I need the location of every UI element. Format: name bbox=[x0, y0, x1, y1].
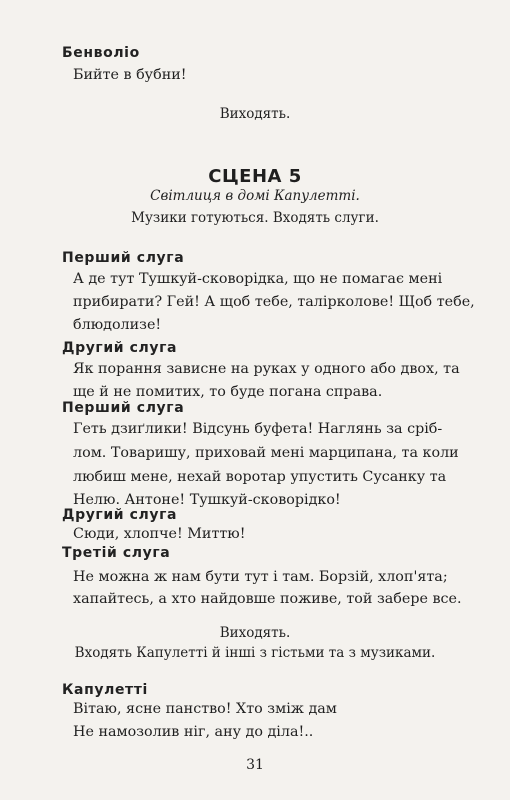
stage-direction-exit: Виходять. bbox=[219, 106, 291, 122]
speaker-capulet: Капулетті bbox=[62, 682, 148, 698]
stage-direction-enter: Входять Капулетті й інші з гістьми та з музиками. bbox=[74, 645, 436, 661]
speaker-second-servant: Другий слуга bbox=[62, 340, 178, 356]
dialogue-line: прибирати? Гей! А щоб тебе, талірколове! Щоб тебе, bbox=[73, 294, 475, 310]
speaker-first-servant: Перший слуга bbox=[62, 250, 185, 266]
dialogue-line: Як порання зависне на руках у одного або двох, та bbox=[73, 361, 460, 377]
dialogue-line: блюдолизе! bbox=[73, 317, 162, 333]
dialogue-line: Сюди, хлопче! Миттю! bbox=[73, 526, 246, 542]
stage-direction-enter: Музики готуються. Входять слуги. bbox=[131, 210, 379, 226]
page-number: 31 bbox=[246, 757, 264, 773]
speaker-third-servant: Третій слуга bbox=[62, 545, 171, 561]
dialogue-line: Бийте в бубни! bbox=[73, 67, 187, 83]
dialogue-line: Геть дзиґлики! Відсунь буфета! Наглянь за сріб- bbox=[73, 421, 443, 437]
dialogue-line: А де тут Тушкуй-сковорідка, що не помагає мені bbox=[73, 271, 443, 287]
dialogue-line: лом. Товаришу, приховай мені марципана, та коли bbox=[73, 445, 459, 461]
dialogue-line: Вітаю, ясне панство! Хто зміж дам bbox=[73, 701, 337, 717]
speaker-second-servant: Другий слуга bbox=[62, 507, 178, 523]
dialogue-line: любиш мене, нехай воротар упустить Сусанку та bbox=[73, 469, 447, 485]
speaker-first-servant: Перший слуга bbox=[62, 400, 185, 416]
speaker-benvolio: Бенволіо bbox=[62, 45, 140, 61]
dialogue-line: Не можна ж нам бути тут і там. Борзій, хлоп'ята; bbox=[73, 569, 448, 585]
scene-title: СЦЕНА 5 bbox=[208, 166, 302, 187]
dialogue-line: хапайтесь, а хто найдовше поживе, той забере все. bbox=[73, 591, 462, 607]
dialogue-line: Не намозолив ніг, ану до діла!.. bbox=[73, 724, 314, 740]
dialogue-line: ще й не помитих, то буде погана справа. bbox=[73, 384, 383, 400]
dialogue-line: Нелю. Антоне! Тушкуй-сковорідко! bbox=[73, 492, 341, 508]
scene-location: Світлиця в домі Капулетті. bbox=[150, 188, 360, 204]
stage-direction-exit: Виходять. bbox=[219, 625, 291, 641]
